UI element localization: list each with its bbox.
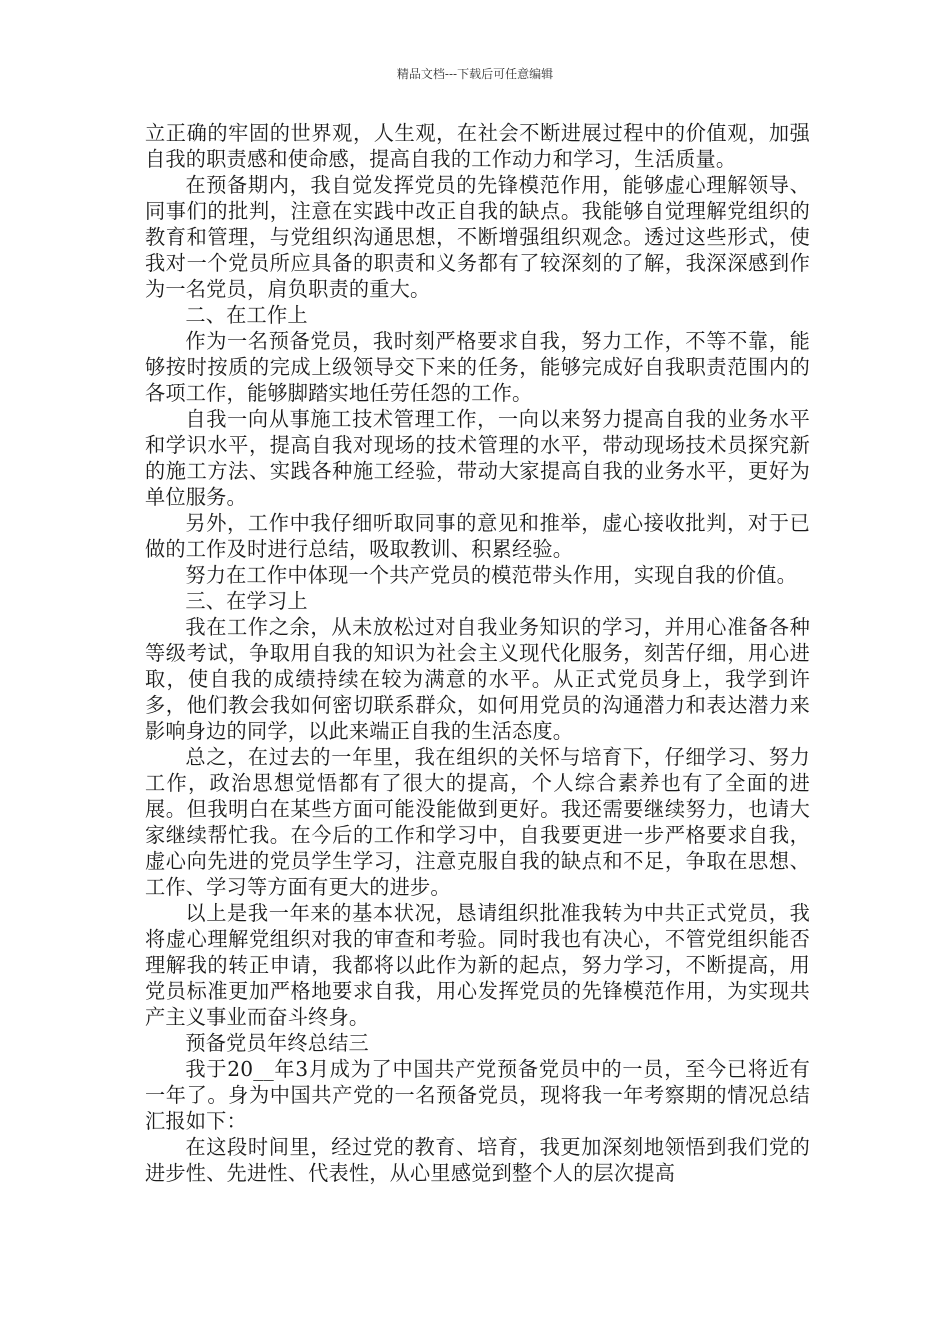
section-heading-study: 三、在学习上 — [185, 589, 308, 613]
paragraph-4: 自我一向从事施工技术管理工作，一向以来努力提高自我的业务水平和学识水平，提高自我对现场的技术管理的水平，带动现场技术员探究新的施工方法、实践各种施工经验，带动大家提高自我的业务水平，更好为单位服务。 — [145, 407, 810, 509]
paragraph-7: 我在工作之余，从未放松过对自我业务知识的学习，并用心准备各种等级考试，争取用自我的知识为社会主义现代化服务，刻苦仔细，用心进取，使自我的成绩持续在较为满意的水平。从正式党员身上，我学到许多，他们教会我如何密切联系群众，如何用党员的沟通潜力和表达潜力来影响身边的同学，以此来端正自我的生活态度。 — [145, 615, 810, 743]
paragraph-10: 我于20__年3月成为了中国共产党预备党员中的一员，至今已将近有一年了。身为中国共产党的一名预备党员，现将我一年考察期的情况总结汇报如下： — [145, 1057, 810, 1133]
paragraph-8: 总之，在过去的一年里，我在组织的关怀与培育下，仔细学习、努力工作，政治思想觉悟都有了很大的提高，个人综合素养也有了全面的进展。但我明白在某些方面可能没能做到更好。我还需要继续努力，也请大家继续帮忙我。在今后的工作和学习中，自我要更进一步严格要求自我，虚心向先进的党员学生学习，注意克服自我的缺点和不足，争取在思想、工作、学习等方面有更大的进步。 — [145, 745, 810, 899]
page-header: 精品文档---下载后可任意编辑 — [396, 67, 554, 81]
paragraph-3: 作为一名预备党员，我时刻严格要求自我，努力工作，不等不靠，能够按时按质的完成上级领导交下来的任务，能够完成好自我职责范围内的各项工作，能够脚踏实地任劳任怨的工作。 — [145, 329, 810, 405]
paragraph-5: 另外，工作中我仔细听取同事的意见和推举，虚心接收批判，对于已做的工作及时进行总结，吸取教训、积累经验。 — [145, 511, 810, 561]
paragraph-9: 以上是我一年来的基本状况，恳请组织批准我转为中共正式党员，我将虚心理解党组织对我的审查和考验。同时我也有决心，不管党组织能否理解我的转正申请，我都将以此作为新的起点，努力学习，不断提高，用党员标准更加严格地要求自我，用心发挥党员的先锋模范作用，为实现共产主义事业而奋斗终身。 — [145, 901, 810, 1029]
paragraph-2: 在预备期内，我自觉发挥党员的先锋模范作用，能够虚心理解领导、同事们的批判，注意在实践中改正自我的缺点。我能够自觉理解党组织的教育和管理，与党组织沟通思想，不断增强组织观念。透过这些形式，使我对一个党员所应具备的职责和义务都有了较深刻的了解，我深深感到作为一名党员，肩负职责的重大。 — [145, 173, 810, 301]
section-heading-work: 二、在工作上 — [185, 303, 308, 327]
paragraph-1: 立正确的牢固的世界观，人生观，在社会不断进展过程中的价值观，加强自我的职责感和使命感，提高自我的工作动力和学习，生活质量。 — [145, 121, 810, 171]
paragraph-6: 努力在工作中体现一个共产党员的模范带头作用，实现自我的价值。 — [185, 563, 798, 587]
paragraph-11: 在这段时间里，经过党的教育、培育，我更加深刻地领悟到我们党的进步性、先进性、代表性，从心里感觉到整个人的层次提高 — [145, 1135, 810, 1185]
section-heading-summary-three: 预备党员年终总结三 — [185, 1031, 369, 1055]
document-body — [145, 120, 810, 1186]
